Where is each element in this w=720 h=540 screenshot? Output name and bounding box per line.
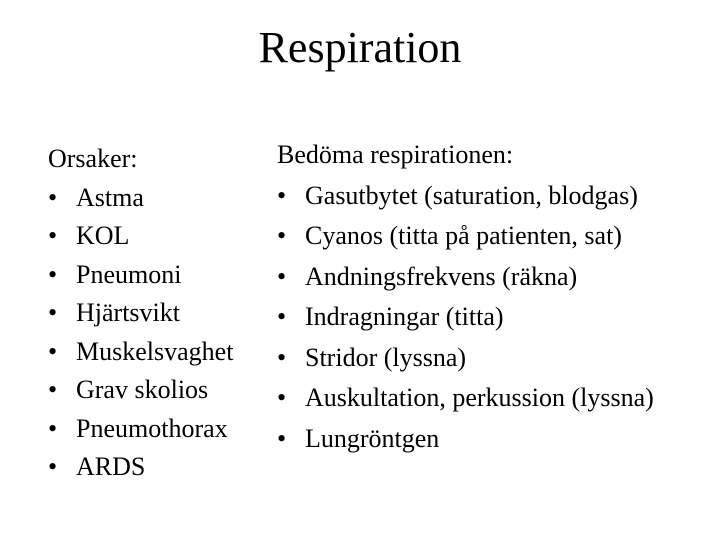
bullet-icon: • (48, 259, 58, 289)
list-item-label: Andningsfrekvens (räkna) (305, 261, 578, 291)
list-item-label: Hjärtsvikt (76, 298, 180, 327)
list-item-label: Auskultation, perkussion (lyssna) (305, 383, 654, 412)
list-item (48, 179, 233, 218)
causes-column (48, 140, 233, 487)
bullet-icon: • (277, 302, 287, 331)
list-item-label: Pneumothorax (76, 413, 228, 443)
list-item (277, 297, 654, 338)
list-item (277, 419, 654, 460)
bullet-icon: • (48, 221, 58, 250)
bullet-icon: • (277, 383, 287, 412)
list-item (277, 257, 654, 298)
bullet-icon: • (277, 221, 287, 250)
list-item (277, 216, 654, 257)
list-item (48, 217, 233, 256)
assessment-column (277, 135, 654, 459)
list-item-label: ARDS (76, 452, 146, 481)
assessment-list (277, 176, 654, 460)
bullet-icon: • (48, 182, 58, 212)
list-item (48, 333, 233, 372)
assessment-heading: Bedöma respirationen: (277, 140, 514, 169)
bullet-icon: • (277, 342, 287, 372)
bullet-icon: • (277, 423, 287, 453)
list-item-label: KOL (76, 221, 130, 250)
list-item-label: Grav skolios (76, 375, 209, 404)
list-item-label: Lungröntgen (305, 423, 440, 453)
bullet-icon: • (277, 261, 287, 291)
list-item (277, 338, 654, 379)
list-item-label: Astma (76, 182, 144, 212)
list-item (48, 410, 233, 449)
causes-heading: Orsaker: (48, 144, 138, 173)
list-item (277, 378, 654, 419)
bullet-icon: • (48, 375, 58, 404)
slide-title: Respiration (258, 23, 462, 72)
list-item-label: Cyanos (titta på patienten, sat) (305, 221, 622, 250)
list-item (48, 448, 233, 487)
bullet-icon: • (48, 298, 58, 327)
list-item-label: Stridor (lyssna) (305, 342, 467, 372)
list-item (48, 256, 233, 295)
bullet-icon: • (48, 336, 58, 366)
list-item (48, 371, 233, 410)
list-item (277, 176, 654, 217)
bullet-icon: • (48, 452, 58, 481)
bullet-icon: • (277, 180, 287, 210)
bullet-icon: • (48, 413, 58, 443)
list-item-label: Pneumoni (76, 259, 182, 289)
causes-list (48, 179, 233, 487)
list-item-label: Gasutbytet (saturation, blodgas) (305, 180, 638, 210)
list-item-label: Indragningar (titta) (305, 302, 504, 331)
list-item-label: Muskelsvaghet (76, 336, 234, 366)
list-item (48, 294, 233, 333)
